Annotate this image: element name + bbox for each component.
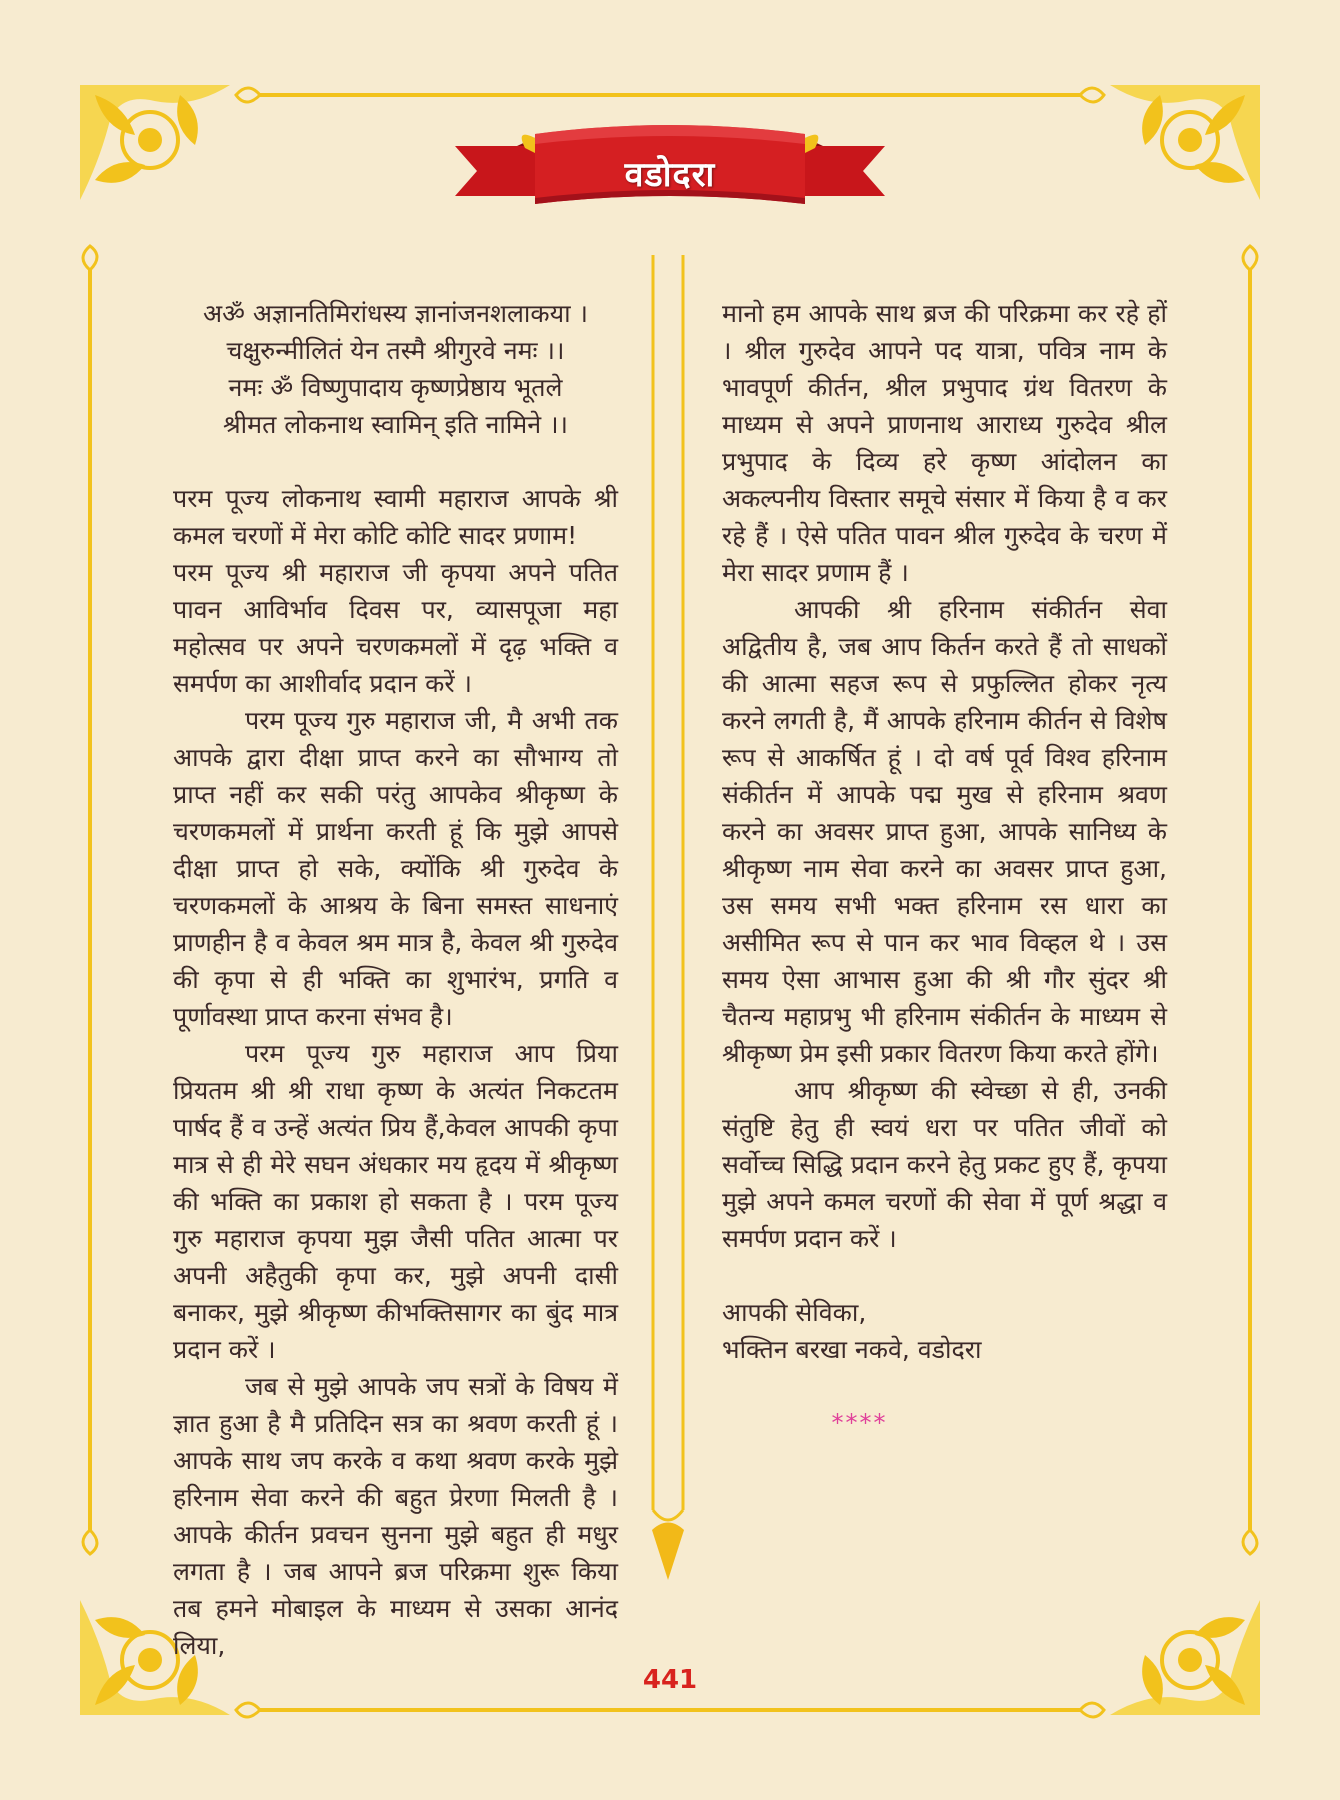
letter-paragraph: परम पूज्य गुरु महाराज जी, मै अभी तक आपके द्वारा दीक्षा प्राप्त करने का सौभाग्य तो प्राप्त नहीं कर सकी परंतु आपकेव श्रीकृष्ण के चरणकमलों में प्रार्थना करती हूं कि मुझे आपसे दीक्षा प्राप्त हो सके, क्योंकि श्री गुरुदेव के चरणकमलों के आश्रय के बिना समस्त साधनाएं प्राणहीन है व केवल श्रम मात्र है, केवल श्री गुरुदेव की कृपा से ही भक्ति का शुभारंभ, प्रगति व पूर्णावस्था प्राप्त करना संभव है। (173, 706, 618, 1031)
mantra-line: चक्षुरुन्मीलितं येन तस्मै श्रीगुरवे नमः ।। (226, 336, 565, 365)
letter-paragraph: परम पूज्य श्री महाराज जी कृपया अपने पतित पावन आविर्भाव दिवस पर, व्यासपूजा महा महोत्सव पर अपने चरणकमलों में दृढ़ भक्ति व समर्पण का आशीर्वाद प्रदान करें । (173, 558, 618, 698)
corner-ornament-top-left (80, 85, 230, 200)
letter-paragraph: आप श्रीकृष्ण की स्वेच्छा से ही, उनकी संतुष्टि हेतु ही स्वयं धरा पर पतित जीवों को सर्वोच्च सिद्धि प्रदान करने हेतु प्रकट हुए हैं, कृपया मुझे अपने कमल चरणों की सेवा में पूर्ण श्रद्धा व समर्पण प्रदान करें । (722, 1076, 1167, 1253)
letter-paragraph: जब से मुझे आपके जप सत्रों के विषय में ज्ञात हुआ है मै प्रतिदिन सत्र का श्रवण करती हूं । आपके साथ जप करके व कथा श्रवण करके मुझे हरिनाम सेवा करने की बहुत प्रेरणा मिलती है । आपके कीर्तन प्रवचन सुनना मुझे बहुत ही मधुर लगता है । जब आपने ब्रज परिक्रमा शुरू किया तब हमने मोबाइल के माध्यम से उसका आनंद लिया, (173, 1372, 618, 1660)
mantra-block (173, 295, 618, 443)
letter-paragraph: परम पूज्य गुरु महाराज आप प्रिया प्रियतम श्री श्री राधा कृष्ण के अत्यंत निकटतम पार्षद हैं व उन्हें अत्यंत प्रिय हैं,केवल आपकी कृपा मात्र से ही मेरे सघन अंधकार मय हृदय में श्रीकृष्ण की भक्ति का प्रकाश हो सकता है । परम पूज्य गुरु महाराज कृपया मुझ जैसी पतित आत्मा पर अपनी अहैतुकी कृपा कर, मुझे अपनी दासी बनाकर, मुझे श्रीकृष्ण कीभक्तिसागर का बुंद मात्र प्रदान करें । (173, 1039, 618, 1364)
mantra-line: अॐ अज्ञानतिमिरांधस्य ज्ञानांजनशलाकया । (202, 299, 589, 328)
right-column (722, 295, 1167, 1442)
corner-ornament-top-right (1110, 85, 1260, 200)
mantra-line: श्रीमत लोकनाथ स्वामिन् इति नामिने ।। (222, 410, 569, 439)
ending-stars: **** (831, 1409, 888, 1437)
page-number: 441 (642, 1665, 698, 1695)
corner-ornament-bottom-right (1110, 1600, 1260, 1715)
signature-block (722, 1294, 1167, 1368)
page-title: वडोदरा (624, 155, 716, 195)
letter-paragraph: मानो हम आपके साथ ब्रज की परिक्रमा कर रहे हों । श्रील गुरुदेव आपने पद यात्रा, पवित्र नाम के भावपूर्ण कीर्तन, श्रील प्रभुपाद ग्रंथ वितरण के माध्यम से अपने प्राणनाथ आराध्य गुरुदेव श्रील प्रभुपाद के दिव्य हरे कृष्ण आंदोलन का अकल्पनीय विस्तार समूचे संसार में किया है व कर रहे हैं । ऐसे पतित पावन श्रील गुरुदेव के चरण में मेरा सादर प्रणाम हैं । (722, 299, 1167, 587)
letter-paragraph: आपकी श्री हरिनाम संकीर्तन सेवा अद्वितीय है, जब आप किर्तन करते हैं तो साधकों की आत्मा सहज रूप से प्रफुल्लित होकर नृत्य करने लगती है, मैं आपके हरिनाम कीर्तन से विशेष रूप से आकर्षित हूं । दो वर्ष पूर्व विश्व हरिनाम संकीर्तन में आपके पद्म मुख से हरिनाम श्रवण करने का अवसर प्राप्त हुआ, आपके सानिध्य के श्रीकृष्ण नाम सेवा करने का अवसर प्राप्त हुआ, उस समय सभी भक्त हरिनाम रस धारा का असीमित रूप से पान कर भाव विव्हल थे । उस समय ऐसा आभास हुआ की श्री गौर सुंदर श्री चैतन्य महाप्रभु भी हरिनाम संकीर्तन के माध्यम से श्रीकृष्ण प्रेम इसी प्रकार वितरण किया करते होंगे। (722, 595, 1167, 1068)
column-divider (652, 255, 684, 1580)
closing-line: आपकी सेविका, (722, 1298, 867, 1327)
salutation-paragraph: परम पूज्य लोकनाथ स्वामी महाराज आपके श्री कमल चरणों में मेरा कोटि कोटि सादर प्रणाम! (173, 484, 618, 550)
mantra-line: नमः ॐ विष्णुपादाय कृष्णप्रेष्ठाय भूतले (228, 373, 563, 402)
signature-line: भक्तिन बरखा नकवे, वडोदरा (722, 1335, 982, 1364)
left-column (173, 295, 618, 1664)
